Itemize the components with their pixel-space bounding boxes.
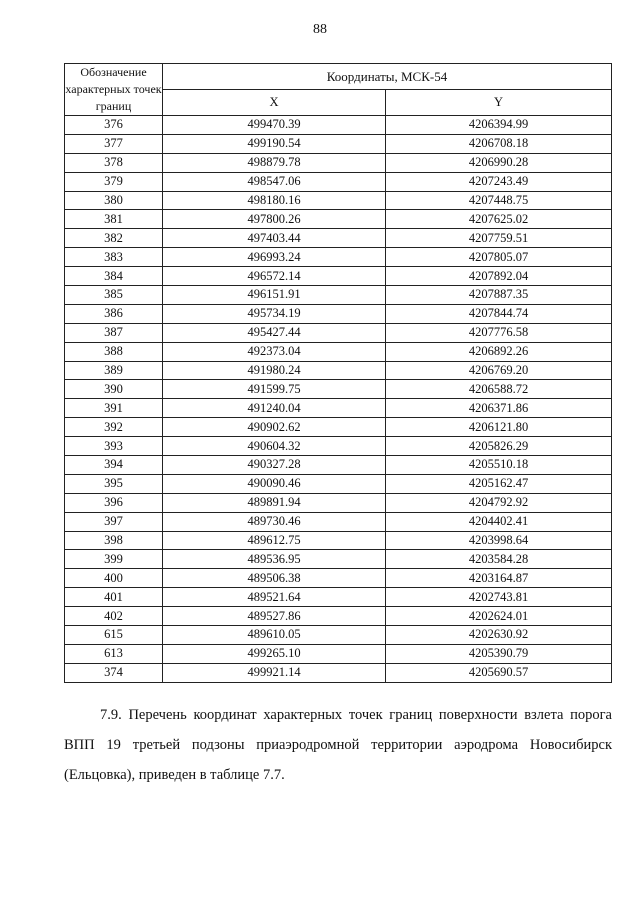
table-row <box>65 607 612 626</box>
point-id-cell: 379 <box>65 172 163 191</box>
y-coordinate-cell: 4202624.01 <box>386 607 612 626</box>
point-id-cell: 391 <box>65 399 163 418</box>
y-coordinate-cell: 4205510.18 <box>386 456 612 475</box>
x-coordinate-cell: 490090.46 <box>163 474 386 493</box>
table-row <box>65 493 612 512</box>
x-coordinate-cell: 499470.39 <box>163 116 386 135</box>
point-designation-header: Обозначение характерных точек границ <box>65 64 163 116</box>
table-row <box>65 286 612 305</box>
x-coordinate-cell: 499921.14 <box>163 663 386 682</box>
y-coordinate-cell: 4207805.07 <box>386 248 612 267</box>
point-id-cell: 396 <box>65 493 163 512</box>
table-row <box>65 588 612 607</box>
table-row <box>65 418 612 437</box>
y-coordinate-cell: 4202630.92 <box>386 626 612 645</box>
body-paragraph: 7.9. Перечень координат характерных точек границ поверхности взлета порога ВПП 19 третьей подзоны приаэродромной территории аэродрома Новосибирск (Ельцовка), приведен в таблице 7.7. <box>64 707 612 783</box>
point-id-cell: 392 <box>65 418 163 437</box>
y-coordinate-cell: 4206708.18 <box>386 134 612 153</box>
y-coordinate-cell: 4203164.87 <box>386 569 612 588</box>
y-coordinate-cell: 4204792.92 <box>386 493 612 512</box>
x-coordinate-cell: 495734.19 <box>163 304 386 323</box>
y-coordinate-cell: 4205826.29 <box>386 437 612 456</box>
point-id-cell: 374 <box>65 663 163 682</box>
x-coordinate-cell: 495427.44 <box>163 323 386 342</box>
table-row <box>65 399 612 418</box>
y-coordinate-cell: 4203998.64 <box>386 531 612 550</box>
x-column-header: X <box>163 90 386 116</box>
table-body <box>65 116 612 683</box>
point-id-cell: 402 <box>65 607 163 626</box>
x-coordinate-cell: 489536.95 <box>163 550 386 569</box>
point-id-cell: 397 <box>65 512 163 531</box>
point-id-cell: 385 <box>65 286 163 305</box>
x-coordinate-cell: 496993.24 <box>163 248 386 267</box>
y-coordinate-cell: 4206769.20 <box>386 361 612 380</box>
point-id-cell: 395 <box>65 474 163 493</box>
table-row <box>65 134 612 153</box>
point-id-cell: 390 <box>65 380 163 399</box>
x-coordinate-cell: 489521.64 <box>163 588 386 607</box>
table-row <box>65 474 612 493</box>
x-coordinate-cell: 499190.54 <box>163 134 386 153</box>
point-id-cell: 382 <box>65 229 163 248</box>
table-row <box>65 626 612 645</box>
coordinates-table <box>64 63 612 683</box>
point-id-cell: 378 <box>65 153 163 172</box>
x-coordinate-cell: 491980.24 <box>163 361 386 380</box>
y-coordinate-cell: 4206121.80 <box>386 418 612 437</box>
table-header <box>65 64 612 116</box>
x-coordinate-cell: 497403.44 <box>163 229 386 248</box>
x-coordinate-cell: 489506.38 <box>163 569 386 588</box>
x-coordinate-cell: 489891.94 <box>163 493 386 512</box>
y-coordinate-cell: 4207625.02 <box>386 210 612 229</box>
x-coordinate-cell: 490327.28 <box>163 456 386 475</box>
point-id-cell: 401 <box>65 588 163 607</box>
table-row <box>65 248 612 267</box>
table-row <box>65 663 612 682</box>
point-id-cell: 388 <box>65 342 163 361</box>
point-id-cell: 377 <box>65 134 163 153</box>
table-row <box>65 512 612 531</box>
table-row <box>65 569 612 588</box>
table-row <box>65 380 612 399</box>
point-id-cell: 376 <box>65 116 163 135</box>
table-row <box>65 267 612 286</box>
y-coordinate-cell: 4205390.79 <box>386 644 612 663</box>
x-coordinate-cell: 492373.04 <box>163 342 386 361</box>
x-coordinate-cell: 498180.16 <box>163 191 386 210</box>
x-coordinate-cell: 498547.06 <box>163 172 386 191</box>
x-coordinate-cell: 490902.62 <box>163 418 386 437</box>
table-row <box>65 550 612 569</box>
point-id-cell: 389 <box>65 361 163 380</box>
y-coordinate-cell: 4207844.74 <box>386 304 612 323</box>
x-coordinate-cell: 499265.10 <box>163 644 386 663</box>
x-coordinate-cell: 497800.26 <box>163 210 386 229</box>
coordinates-group-header: Координаты, МСК-54 <box>163 64 612 90</box>
table-row <box>65 191 612 210</box>
x-coordinate-cell: 491240.04 <box>163 399 386 418</box>
y-coordinate-cell: 4203584.28 <box>386 550 612 569</box>
y-coordinate-cell: 4206394.99 <box>386 116 612 135</box>
y-column-header: Y <box>386 90 612 116</box>
y-coordinate-cell: 4207448.75 <box>386 191 612 210</box>
table-row <box>65 531 612 550</box>
table-row <box>65 342 612 361</box>
y-coordinate-cell: 4205162.47 <box>386 474 612 493</box>
point-id-cell: 400 <box>65 569 163 588</box>
table-row <box>65 116 612 135</box>
x-coordinate-cell: 490604.32 <box>163 437 386 456</box>
point-id-cell: 383 <box>65 248 163 267</box>
point-id-cell: 399 <box>65 550 163 569</box>
y-coordinate-cell: 4206990.28 <box>386 153 612 172</box>
y-coordinate-cell: 4207892.04 <box>386 267 612 286</box>
point-id-cell: 387 <box>65 323 163 342</box>
y-coordinate-cell: 4207776.58 <box>386 323 612 342</box>
table-row <box>65 172 612 191</box>
point-id-cell: 384 <box>65 267 163 286</box>
point-id-cell: 386 <box>65 304 163 323</box>
table-row <box>65 153 612 172</box>
x-coordinate-cell: 498879.78 <box>163 153 386 172</box>
table-row <box>65 456 612 475</box>
y-coordinate-cell: 4206892.26 <box>386 342 612 361</box>
point-id-cell: 613 <box>65 644 163 663</box>
table-row <box>65 437 612 456</box>
x-coordinate-cell: 496151.91 <box>163 286 386 305</box>
page-number: 88 <box>313 22 327 37</box>
table-row <box>65 229 612 248</box>
point-id-cell: 393 <box>65 437 163 456</box>
point-id-cell: 398 <box>65 531 163 550</box>
y-coordinate-cell: 4207759.51 <box>386 229 612 248</box>
y-coordinate-cell: 4207243.49 <box>386 172 612 191</box>
table-row <box>65 644 612 663</box>
y-coordinate-cell: 4205690.57 <box>386 663 612 682</box>
table-row <box>65 210 612 229</box>
x-coordinate-cell: 489527.86 <box>163 607 386 626</box>
y-coordinate-cell: 4206588.72 <box>386 380 612 399</box>
point-id-cell: 615 <box>65 626 163 645</box>
x-coordinate-cell: 489610.05 <box>163 626 386 645</box>
y-coordinate-cell: 4206371.86 <box>386 399 612 418</box>
x-coordinate-cell: 496572.14 <box>163 267 386 286</box>
point-id-cell: 380 <box>65 191 163 210</box>
table-row <box>65 323 612 342</box>
table-row <box>65 304 612 323</box>
y-coordinate-cell: 4207887.35 <box>386 286 612 305</box>
y-coordinate-cell: 4202743.81 <box>386 588 612 607</box>
y-coordinate-cell: 4204402.41 <box>386 512 612 531</box>
x-coordinate-cell: 489730.46 <box>163 512 386 531</box>
table-row <box>65 361 612 380</box>
point-id-cell: 381 <box>65 210 163 229</box>
x-coordinate-cell: 489612.75 <box>163 531 386 550</box>
x-coordinate-cell: 491599.75 <box>163 380 386 399</box>
point-id-cell: 394 <box>65 456 163 475</box>
